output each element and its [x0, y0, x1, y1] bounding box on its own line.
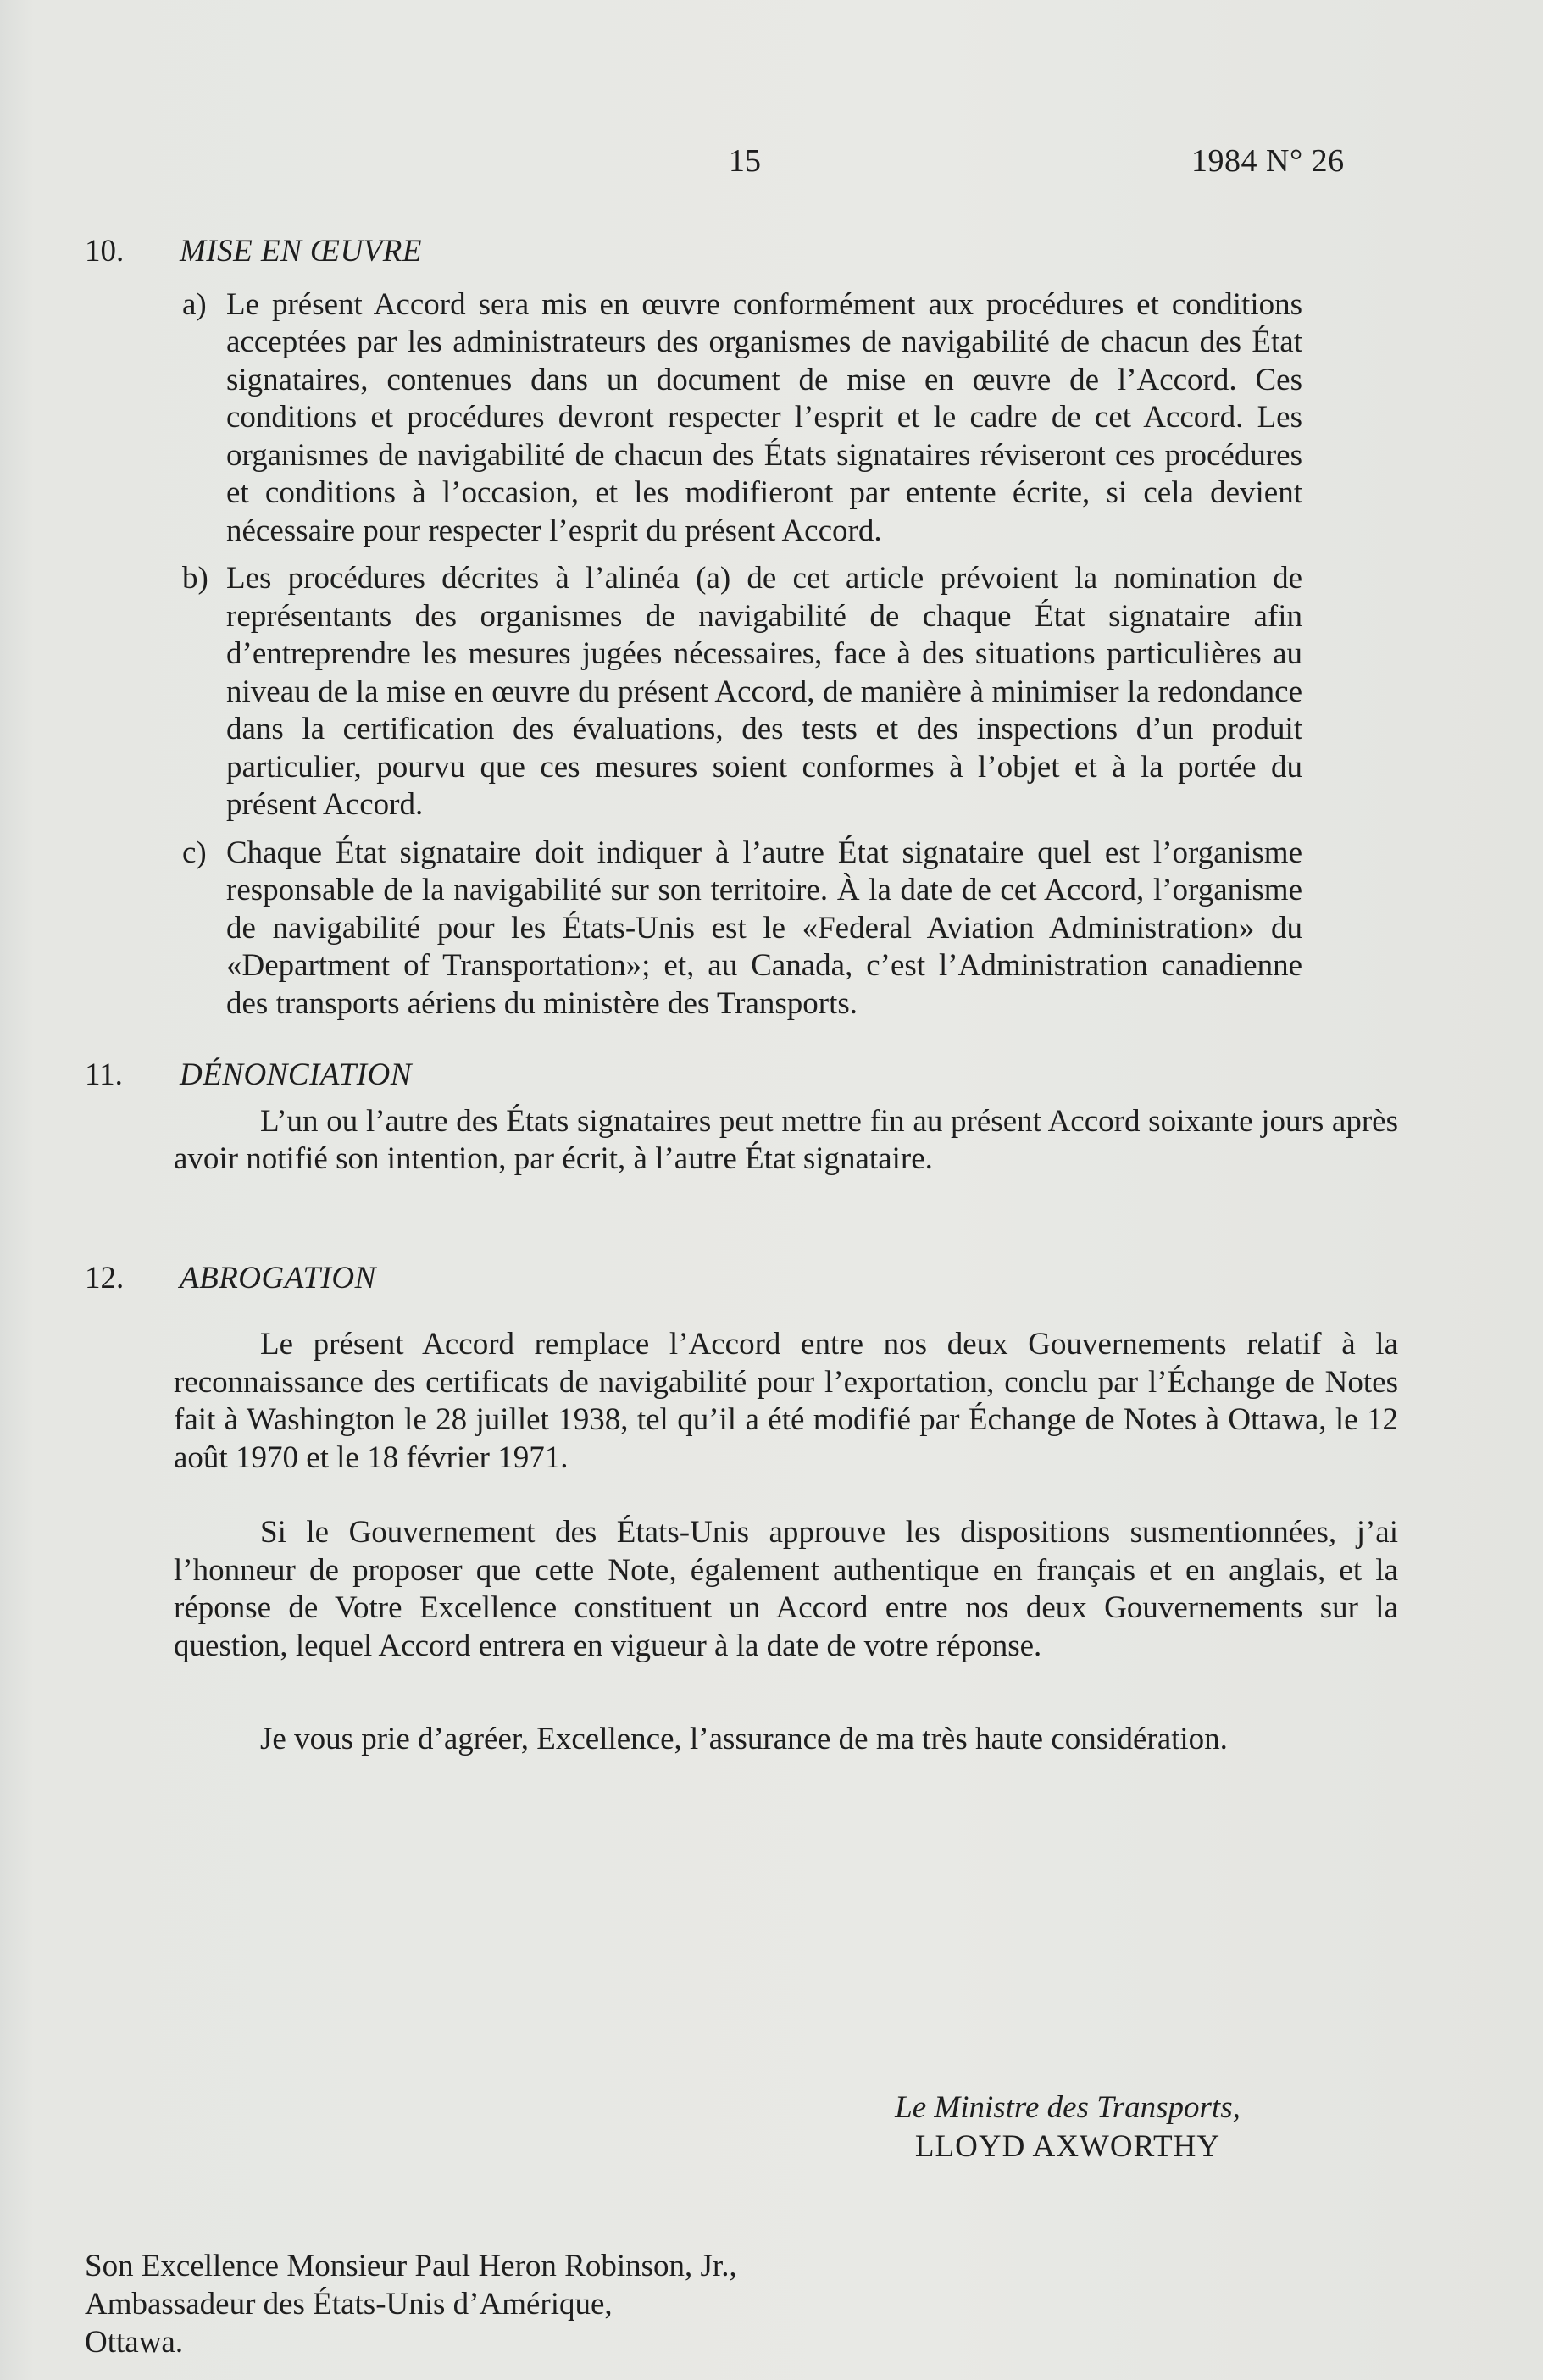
proposal-paragraph: Si le Gouvernement des États-Unis approuve les dispositions susmentionnées, j’ai l’honneur de proposer que cette Note, également authentique en français et en anglais, et la réponse de Votre Excellence constituent un Accord entre nos deux Gouvernements sur la question, lequel Accord entrera en vigueur à la date de votre réponse.: [174, 1515, 1398, 1663]
addressee-city: Ottawa.: [85, 2325, 184, 2360]
page-header: [0, 142, 1543, 193]
closing-formula: Je vous prie d’agréer, Excellence, l’assurance de ma très haute considération.: [260, 1722, 1228, 1756]
item-label: c): [182, 835, 207, 870]
item-text: Le présent Accord sera mis en œuvre conformément aux procédures et conditions acceptées par les administrateurs des organismes de navigabilité de chacun des État signataires, contenues dans un document de mise en œuvre de l’Accord. Ces conditions et procédures devront respecter l’esprit et le cadre de cet Accord. Les organismes de navigabilité de chacun des États signataires réviseront ces procédures et conditions à l’occasion, et les modifieront par entente écrite, si cela devient nécessaire pour respecter l’esprit du présent Accord.: [226, 286, 1302, 548]
section-12-text: Le présent Accord remplace l’Accord entre nos deux Gouvernements relatif à la reconnaissance des certificats de navigabilité pour l’exportation, conclu par l’Échange de Notes fait à Washington le 28 juillet 1938, tel qu’il a été modifié par Échange de Notes à Ottawa, le 12 août 1970 et le 18 février 1971.: [174, 1327, 1398, 1475]
document-body: [85, 233, 1398, 1759]
signatory-title: Le Ministre des Transports,: [895, 2090, 1241, 2125]
section-11-text: L’un ou l’autre des États signataires peut mettre fin au présent Accord soixante jours après avoir notifié son intention, par écrit, à l’autre État signataire.: [174, 1103, 1398, 1176]
addressee-name: Son Excellence Monsieur Paul Heron Robinson, Jr.,: [85, 2249, 737, 2283]
section-12-heading: [85, 1260, 1398, 1298]
section-11-heading: [85, 1057, 1398, 1095]
item-label: a): [182, 286, 207, 322]
section-10-item-c: [85, 835, 1398, 1024]
section-title: MISE EN ŒUVRE: [180, 234, 422, 269]
signatory-name: LLOYD AXWORTHY: [914, 2129, 1221, 2164]
section-number: 10.: [85, 234, 125, 269]
item-text: Chaque État signataire doit indiquer à l’autre État signataire quel est l’organisme responsable de la navigabilité sur son territoire. À la date de cet Accord, l’organisme de navigabilité pour les États-Unis est le «Federal Aviation Administration» du «Department of Transportation»; et, au Canada, c’est l’Administration canadienne des transports aériens du ministère des Transports.: [226, 835, 1302, 1021]
addressee-block: [85, 2247, 737, 2361]
section-number: 11.: [85, 1057, 123, 1092]
item-text: Les procédures décrites à l’alinéa (a) de cet article prévoient la nomination de représentants des organismes de navigabilité de chaque État signataire afin d’entreprendre les mesures jugées nécessaires, face à des situations particulières au niveau de la mise en œuvre du présent Accord, de manière à minimiser la redondance dans la certification des évaluations, des tests et des inspections d’un produit particulier, pourvu que ces mesures soient conformes à l’objet et à la portée du présent Accord.: [226, 561, 1302, 822]
page-number: 15: [729, 143, 761, 179]
signature-block: [830, 2089, 1305, 2166]
section-10-heading: [85, 233, 1398, 271]
section-title: ABROGATION: [180, 1260, 376, 1295]
section-title: DÉNONCIATION: [180, 1057, 412, 1092]
addressee-position: Ambassadeur des États-Unis d’Amérique,: [85, 2287, 613, 2322]
item-label: b): [182, 561, 208, 596]
section-10-item-b: [85, 560, 1398, 824]
section-10-item-a: [85, 286, 1398, 551]
section-number: 12.: [85, 1260, 125, 1295]
document-reference: 1984 N° 26: [1191, 143, 1345, 179]
